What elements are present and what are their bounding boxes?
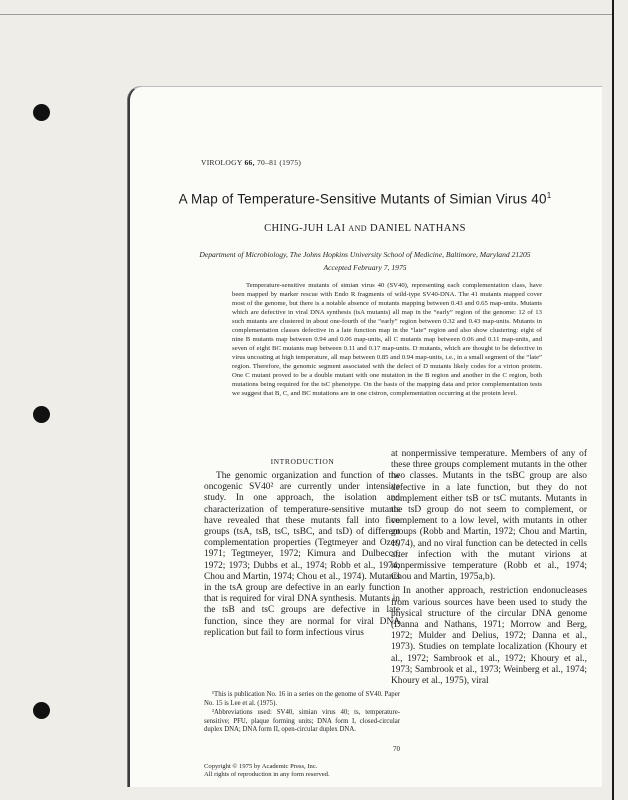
accepted-date: Accepted February 7, 1975 xyxy=(323,263,407,272)
title-footnote-marker: 1 xyxy=(546,191,552,200)
journal-pages-year: 70–81 (1975) xyxy=(256,158,302,167)
intro-paragraph-2: In another approach, restriction endonucleases from various sources have been used to study the physical structure of the circular DNA genome (Danna and Nathans, 1971; Morrow and Berg, 1972; Mulder and Delius, 1972; Danna et al., 1973). Studies on template localization (Khoury et al., 1972; Sambrook et al., 1972; Khoury et al., 1973; Sambrook et al., 1973; Weinberg et al., 1974; Khoury et al., 1975), viral xyxy=(391,586,587,687)
intro-paragraph-1: The genomic organization and function of the oncogenic SV40² are currently under intensive study. In one approach, the isolation and characterization of temperature-sensitive mutants have revealed that these mutants fall into five groups (tsA, tsB, tsC, tsBC, and tsD) of different complementation properties (Tegtmeyer and Ozer, 1971; Tegtmeyer, 1972; Kimura and Dulbecco, 1972; 1973; Dubbs et al., 1974; Robb et al., 1974; Chou and Martin, 1974; Chou et al., 1974). Mutants in the tsA group are defective in an early function that is required for viral DNA synthesis. Mutants in the tsB and tsC groups are defective in late function, since they are normal for viral DNA replication but fail to form infectious virus xyxy=(204,471,400,638)
body-column-right xyxy=(391,449,587,779)
section-heading-introduction: INTRODUCTION xyxy=(270,457,335,466)
author-1: CHING-JUH LAI xyxy=(264,223,346,234)
copyright-line-1: Copyright © 1975 by Academic Press, Inc. xyxy=(204,763,318,770)
journal-volume: 66, xyxy=(244,158,255,167)
author-line xyxy=(130,223,600,234)
footnote-2: ²Abbreviations used: SV40, simian virus 40; ts, temperature-sensitive; PFU, plaque forming units; DNA form I, closed-circular duplex DNA; DNA form II, open-circular duplex DNA. xyxy=(204,709,400,734)
author-2: DANIEL NATHANS xyxy=(370,223,466,234)
abstract-text: Temperature-sensitive mutants of simian virus 40 (SV40), representing each complementation class, have been mapped by marker rescue with Endo R fragments of wild-type SV40-DNA. The 41 mutants mapped cover most of the genome, but there is a notable absence of mutants mapping between 0.43 and 0.65 map-units. Mutants which are defective in viral DNA synthesis (tsA mutants) all map in the “early” region of the genome: 12 of 13 such mutants are clustered in about one-fourth of the “early” region between 0.32 and 0.43 map-units. Mutants in complementation classes defective in a late function map in the “late” region and also show clustering: eight of nine B mutants map between 0.94 and 0.06 map-units, all C mutants map between 0.06 and 0.11 map-units, and seven of eight BC mutants map between 0.11 and 0.17 map-units. D mutants, which are thought to be defective in virus uncoating at high temperature, all map between 0.85 and 0.94 map-units, i.e., in a small segment of the “late” region. Therefore, the genomic segment associated with the defect of D mutants likely codes for a virion protein. One C mutant proved to be a double mutant with one mutation in the B region and another in the C region, both mutations being required for the tsC phenotype. On the basis of the mapping data and prior complementation tests we suggest that B, C, and BC mutations are in one cistron, complementation occurring at the protein level. xyxy=(232,282,542,397)
journal-citation xyxy=(201,158,301,167)
journal-name: VIROLOGY xyxy=(201,158,243,167)
article-title-text: A Map of Temperature-Sensitive Mutants of Simian Virus 40 xyxy=(178,191,547,207)
affiliation: Department of Microbiology, The Johns Hopkins University School of Medicine, Baltimore, Maryland 21205 xyxy=(199,250,531,259)
journal-page xyxy=(128,86,602,787)
footnote-1: ¹This is publication No. 16 in a series on the genome of SV40. Paper No. 15 is Lee et al. (1975). xyxy=(204,691,400,707)
author-conjunction: AND xyxy=(348,224,367,233)
binder-hole-top xyxy=(33,104,50,121)
copyright-notice xyxy=(204,763,330,780)
abstract xyxy=(232,281,542,398)
binder-hole-bottom xyxy=(33,702,50,719)
backing-sheet-right-edge xyxy=(612,0,614,800)
copyright-line-2: All rights of reproduction in any form reserved. xyxy=(204,771,330,779)
footnotes xyxy=(204,691,400,735)
page-number: 70 xyxy=(393,745,400,753)
backing-sheet-top-edge xyxy=(0,14,614,15)
article-title xyxy=(130,191,600,207)
intro-paragraph-1-continued: at nonpermissive temperature. Members of any of these three groups complement mutants in the other two classes. Mutants in the tsBC group are also defective in a late function, but they do not complement either tsB or tsC mutants. Mutants in the tsD group do not seem to complement, or complement to a low level, with mutants in other groups (Robb and Martin, 1972; Chou and Martin, 1974), and no viral function can be detected in cells after infection with the mutant virions at nonpermissive temperature (Robb et al., 1974; Chou and Martin, 1975a,b). xyxy=(391,449,587,583)
binder-hole-middle xyxy=(33,406,50,423)
body-column-left xyxy=(204,471,400,717)
